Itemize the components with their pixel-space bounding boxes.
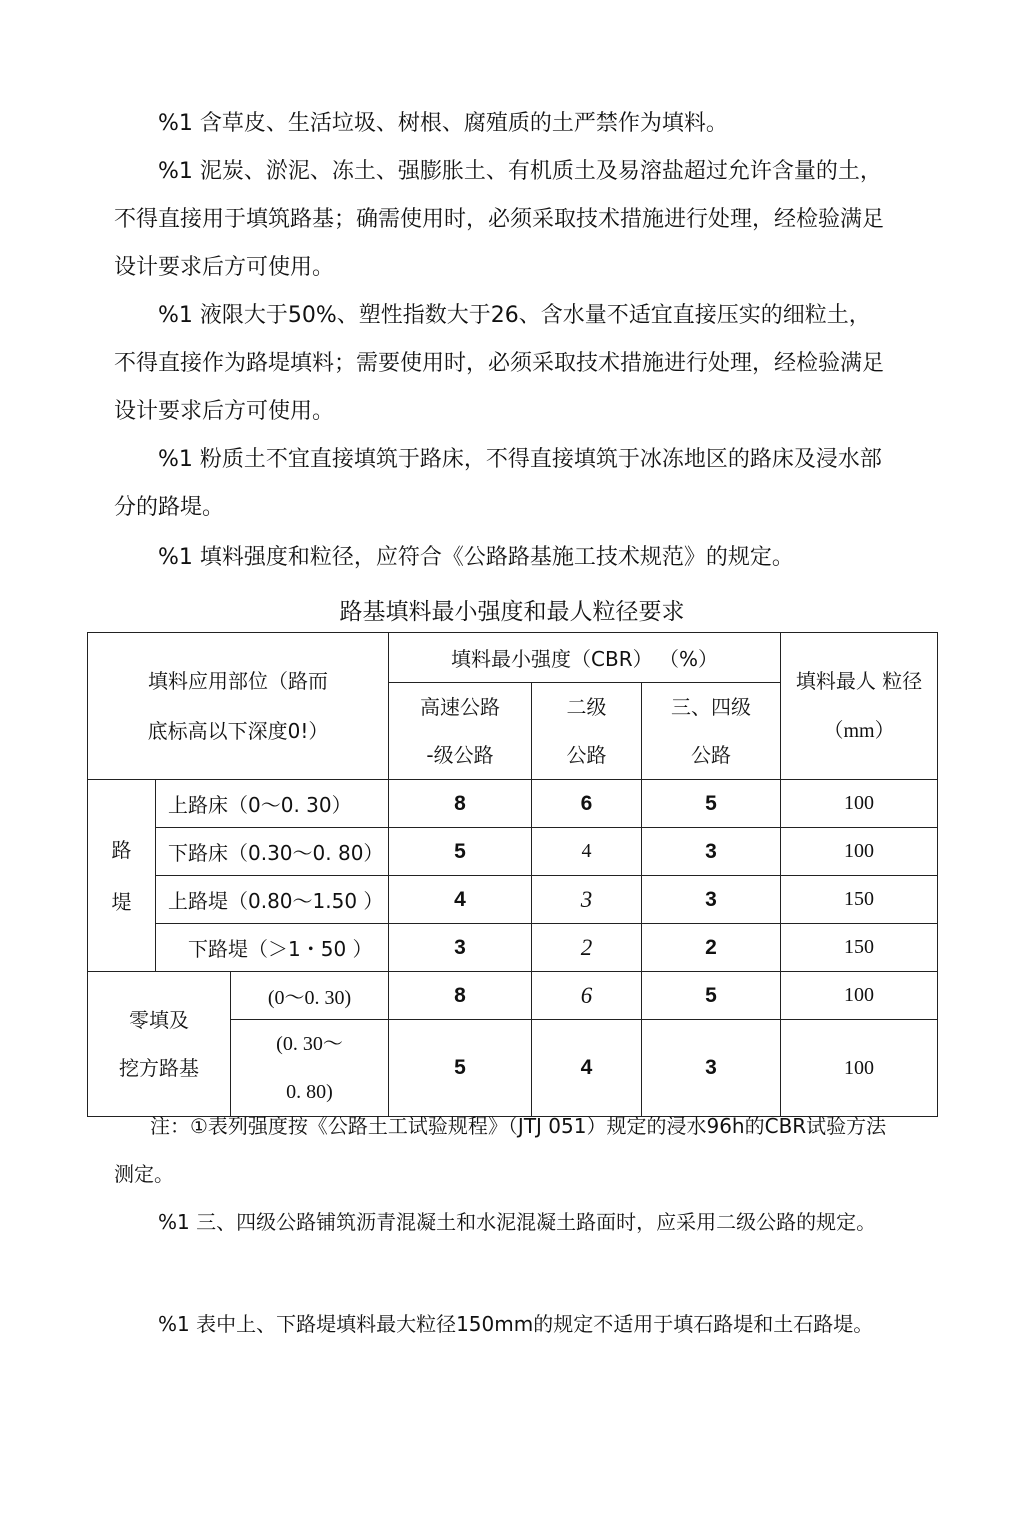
- header-class2-line2: 公路: [566, 743, 607, 767]
- paragraph-1-text: %1 含草皮、生活垃圾、树根、腐殖质的土严禁作为填料。: [158, 111, 728, 136]
- cell-class34-value: 3: [642, 828, 781, 876]
- cell-highway-value: 4: [389, 876, 532, 924]
- group-label-embankment-text: 路 堤: [111, 837, 132, 914]
- paragraph-5-text: %1 填料强度和粒径，应符合《公路路基施工技术规范》的规定。: [158, 545, 794, 570]
- cell-highway-value: 8: [389, 780, 532, 828]
- header-highway: [389, 683, 532, 780]
- paragraph-1: [114, 100, 884, 148]
- note-1: [114, 1102, 894, 1198]
- cell-class34-value: 3: [642, 1020, 781, 1117]
- cell-highway-value: 8: [389, 972, 532, 1020]
- table-row: [88, 780, 938, 828]
- header-class34-line2: 公路: [691, 743, 732, 767]
- table-row: [88, 828, 938, 876]
- cell-class34-value: 5: [642, 972, 781, 1020]
- cell-class2-value: 3: [532, 876, 642, 924]
- paragraph-3-text: %1 液限大于50%、塑性指数大于26、含水量不适宜直接压实的细粒土，不得直接作为路堤填料；需要使用时，必须采取技术措施进行处理，经检验满足设计要求后方可使用。: [114, 303, 885, 424]
- row-part-label: 下路床（0.30～0. 80）: [156, 828, 389, 876]
- cell-highway-value: 5: [389, 1020, 532, 1117]
- cell-max-size-value: 100: [781, 828, 938, 876]
- paragraph-4-text: %1 粉质土不宜直接填筑于路床，不得直接填筑于冰冻地区的路床及浸水部分的路堤。: [114, 447, 882, 520]
- paragraph-5: [114, 534, 884, 582]
- row-part-label: 下路堤（＞1・50 ）: [156, 924, 389, 972]
- paragraph-2-text: %1 泥炭、淤泥、冻土、强膨胀土、有机质土及易溶盐超过允许含量的土，不得直接用于填筑路基；确需使用时，必须采取技术措施进行处理，经检验满足设计要求后方可使用。: [114, 159, 885, 280]
- group-label-embankment: [88, 780, 156, 972]
- header-max-size: [781, 633, 938, 780]
- header-position-line2: 底标高以下深度0!）: [147, 719, 329, 743]
- paragraph-2: [114, 148, 884, 292]
- group-label-zero-fill-line2: 挖方路基: [119, 1056, 199, 1080]
- header-position-line1: 填料应用部位（路而: [148, 669, 328, 693]
- header-class2-line1: 二级: [566, 695, 607, 719]
- note-3: [114, 1300, 894, 1348]
- cell-max-size-value: 100: [781, 1020, 938, 1117]
- group-label-zero-fill-line1: 零填及: [129, 1008, 189, 1032]
- cell-class34-value: 2: [642, 924, 781, 972]
- table-header-row-1: [88, 633, 938, 683]
- paragraph-3: [114, 292, 884, 436]
- cell-highway-value: 5: [389, 828, 532, 876]
- header-class34-line1: 三、四级: [671, 695, 752, 719]
- header-highway-line1: 高速公路: [420, 695, 501, 719]
- header-highway-line2: -级公路: [426, 743, 494, 767]
- cell-class34-value: 3: [642, 876, 781, 924]
- row-part-label: (0～0. 30): [231, 972, 389, 1020]
- row-part-label-line1: (0. 30～: [276, 1033, 343, 1055]
- row-part-label-line2: 0. 80): [286, 1081, 333, 1103]
- fill-strength-table: [87, 632, 938, 1117]
- table-row: [88, 972, 938, 1020]
- cell-class2-value: 6: [532, 972, 642, 1020]
- cell-max-size-value: 150: [781, 924, 938, 972]
- paragraph-4: [114, 436, 884, 532]
- cell-class2-value: 2: [532, 924, 642, 972]
- row-part-label: 上路床（0～0. 30）: [156, 780, 389, 828]
- header-class34: [642, 683, 781, 780]
- cell-class2-value: 6: [532, 780, 642, 828]
- header-max-size-line1: 填料最人 粒径: [795, 669, 923, 693]
- table-row: [88, 924, 938, 972]
- header-max-size-line2: （mm）: [823, 720, 895, 742]
- note-3-text: %1 表中上、下路堤填料最大粒径150mm的规定不适用于填石路堤和土石路堤。: [158, 1312, 874, 1336]
- cell-class34-value: 5: [642, 780, 781, 828]
- note-2: [114, 1198, 894, 1246]
- group-label-zero-fill: [88, 972, 231, 1117]
- cell-class2-value: 4: [532, 1020, 642, 1117]
- table-row: [88, 876, 938, 924]
- header-position: [88, 633, 389, 780]
- note-2-text: %1 三、四级公路铺筑沥青混凝土和水泥混凝土路面时，应采用二级公路的规定。: [158, 1210, 877, 1234]
- row-part-label: 上路堤（0.80～1.50 ）: [156, 876, 389, 924]
- cell-highway-value: 3: [389, 924, 532, 972]
- cell-class2-value: 4: [532, 828, 642, 876]
- note-1-text: 注：①表列强度按《公路土工试验规程》（JTJ 051）规定的浸水96h的CBR试验方法测定。: [114, 1114, 887, 1186]
- cell-max-size-value: 100: [781, 972, 938, 1020]
- table-title: 路基填料最小强度和最人粒径要求: [339, 599, 685, 625]
- header-strength: 填料最小强度（CBR） （%）: [389, 633, 781, 683]
- cell-max-size-value: 100: [781, 780, 938, 828]
- cell-max-size-value: 150: [781, 876, 938, 924]
- header-class2: [532, 683, 642, 780]
